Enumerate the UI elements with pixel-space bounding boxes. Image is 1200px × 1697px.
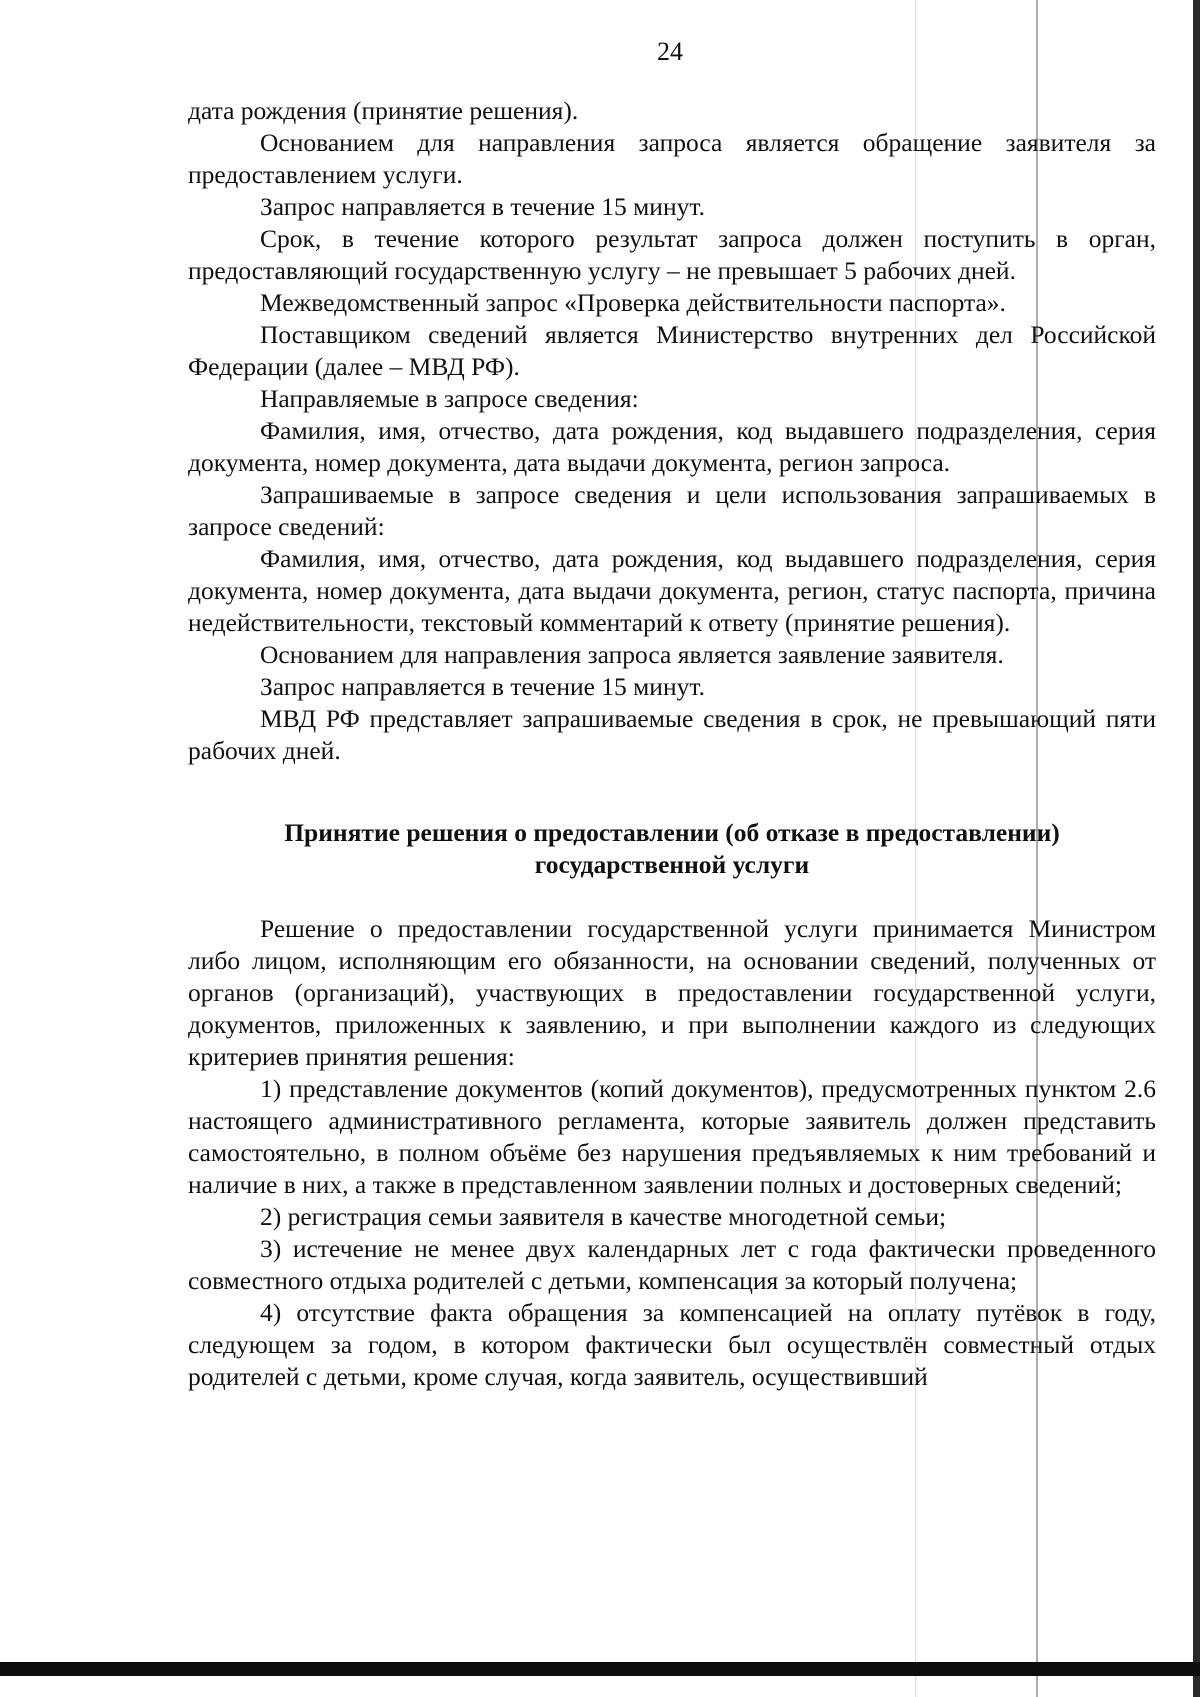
paragraph: Запрос направляется в течение 15 минут. — [260, 672, 705, 701]
section-heading-line: государственной услуги — [534, 850, 810, 879]
section-heading — [188, 817, 1156, 881]
paragraph: Основанием для направления запроса является обращение заявителя за предоставлением услуги. — [188, 128, 1156, 189]
list-item: 1) представление документов (копий документов), предусмотренных пунктом 2.6 настоящего административного регламента, которые заявитель должен представить самостоятельно, в полном объёме без нарушения предъявляемых к ним требований и наличие в них, а также в представленном заявлении полных и достоверных сведений; — [188, 1074, 1156, 1199]
paragraph: Запрашиваемые в запросе сведения и цели использования запрашиваемых в запросе сведений: — [188, 480, 1156, 541]
paragraph: Фамилия, имя, отчество, дата рождения, код выдавшего подразделения, серия документа, номер документа, дата выдачи документа, регион запроса. — [188, 416, 1156, 477]
paragraph: Поставщиком сведений является Министерство внутренних дел Российской Федерации (далее – МВД РФ). — [188, 320, 1156, 381]
scan-artifact-bar — [0, 1662, 1200, 1676]
list-item: 2) регистрация семьи заявителя в качестве многодетной семьи; — [260, 1202, 947, 1231]
paragraph: Срок, в течение которого результат запроса должен поступить в орган, предоставляющий государственную услугу – не превышает 5 рабочих дней. — [188, 224, 1156, 285]
paragraph: Решение о предоставлении государственной услуги принимается Министром либо лицом, исполняющим его обязанности, на основании сведений, полученных от органов (организаций), участвующих в предоставлении государственной услуги, документов, приложенных к заявлению, и при выполнении каждого из следующих критериев принятия решения: — [188, 914, 1156, 1071]
paragraph: Основанием для направления запроса является заявление заявителя. — [260, 640, 1004, 669]
section-heading-line: Принятие решения о предоставлении (об отказе в предоставлении) — [284, 818, 1060, 847]
list-item: 4) отсутствие факта обращения за компенсацией на оплату путёвок в году, следующем за годом, в котором фактически был осуществлён совместный отдых родителей с детьми, кроме случая, когда заявитель, осуществивший — [188, 1298, 1156, 1391]
paragraph: Межведомственный запрос «Проверка действительности паспорта». — [260, 288, 1006, 317]
paragraph: дата рождения (принятие решения). — [188, 96, 579, 125]
paragraph: Запрос направляется в течение 15 минут. — [260, 192, 705, 221]
spacer — [188, 881, 1156, 913]
paragraph: МВД РФ представляет запрашиваемые сведения в срок, не превышающий пяти рабочих дней. — [188, 704, 1156, 765]
paragraph: Направляемые в запросе сведения: — [260, 384, 639, 413]
list-item: 3) истечение не менее двух календарных лет с года фактически проведенного совместного отдыха родителей с детьми, компенсация за который получена; — [188, 1234, 1156, 1295]
page-body — [188, 95, 1156, 1393]
paragraph: Фамилия, имя, отчество, дата рождения, код выдавшего подразделения, серия документа, номер документа, дата выдачи документа, регион, статус паспорта, причина недействительности, текстовый комментарий к ответу (принятие решения). — [188, 544, 1156, 637]
scan-artifact-edge — [1193, 0, 1200, 1697]
page-number: 24 — [657, 37, 683, 66]
